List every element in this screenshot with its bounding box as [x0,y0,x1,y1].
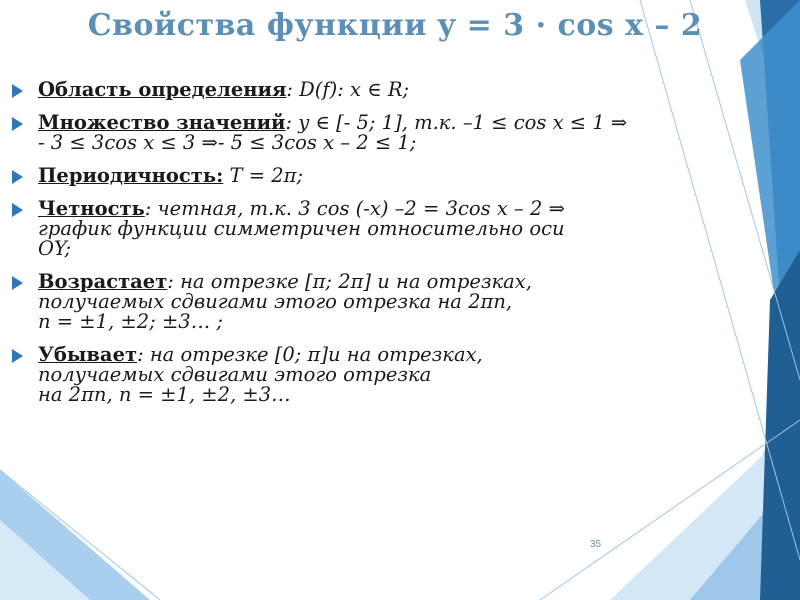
list-item-parity [12,199,782,259]
bullet-arrow-icon [12,276,23,290]
item-label: Убывает [38,343,138,366]
properties-list [12,80,782,418]
bullet-arrow-icon [12,170,23,184]
item-text-continuation: получаемых сдвигами этого отрезка [38,363,432,386]
item-text: : на отрезке [0; π]и на отрезках, [137,343,483,366]
item-label: Периодичность: [38,164,224,187]
list-item-range [12,113,782,153]
item-label: Четность [38,197,145,220]
item-text: : на отрезке [π; 2π] и на отрезках, [167,270,533,293]
slide-title: Свойства функции y = 3 · cos x – 2 [87,8,703,43]
item-text-continuation: получаемых сдвигами этого отрезка на 2πn, [38,290,513,313]
bullet-arrow-icon [12,203,23,217]
bullet-arrow-icon [12,349,23,363]
item-text-continuation: OY; [38,237,72,260]
item-text: : четная, т.к. 3 cos (-x) –2 = 3cos x – 2 ⇒ [144,197,565,220]
item-text: : D(f): x ∈ R; [286,78,410,101]
item-text: T = 2π; [223,164,304,187]
item-text-continuation: график функции симметричен относительно оси [38,217,565,240]
list-item-periodicity [12,166,782,186]
page-number: 35 [590,539,602,550]
list-item-domain [12,80,782,100]
item-text: : y ∈ [- 5; 1], т.к. –1 ≤ cos x ≤ 1 ⇒ [285,111,628,134]
list-item-decreasing [12,345,782,405]
item-text-continuation: на 2πn, n = ±1, ±2, ±3… [38,383,291,406]
bullet-arrow-icon [12,117,23,131]
item-text-continuation: n = ±1, ±2; ±3… ; [38,310,223,333]
item-label: Возрастает [38,270,168,293]
item-label: Множество значений [38,111,286,134]
item-text-continuation: - 3 ≤ 3cos x ≤ 3 ⇒- 5 ≤ 3cos x – 2 ≤ 1; [38,131,417,154]
bullet-arrow-icon [12,84,23,98]
item-label: Область определения [38,78,287,101]
list-item-increasing [12,272,782,332]
